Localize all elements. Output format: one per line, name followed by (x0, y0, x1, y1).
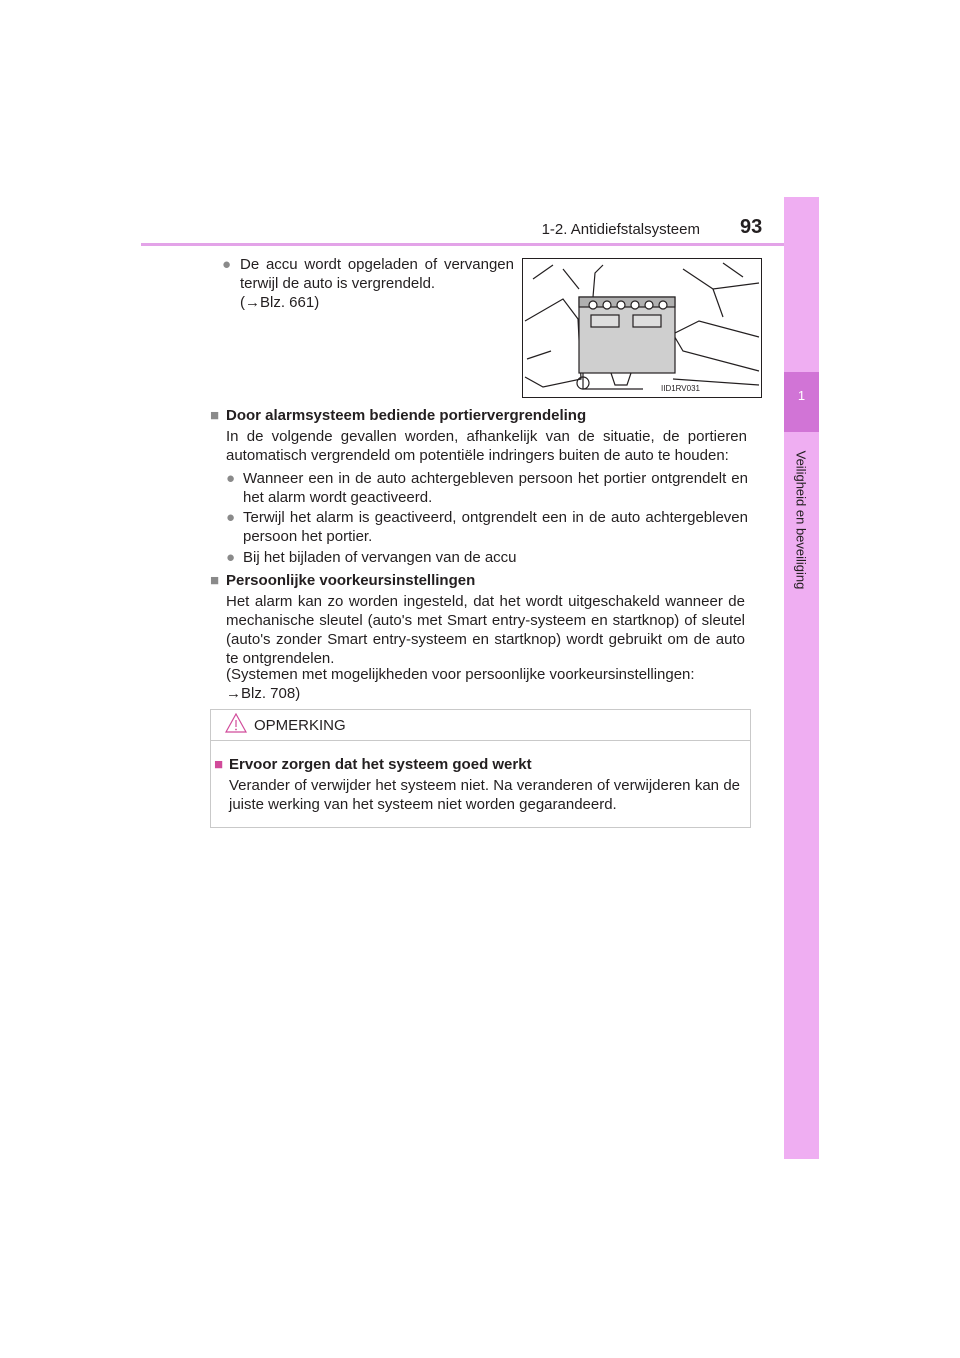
notice-heading: Ervoor zorgen dat het systeem goed werkt (229, 756, 532, 773)
header-rule (141, 243, 819, 246)
chapter-side-tab (784, 197, 819, 1159)
page-number: 93 (740, 216, 763, 238)
chapter-title: Veiligheid en beveiliging (793, 450, 809, 590)
top-bullet-ref: (→Blz. 661) (240, 294, 320, 311)
section-pref-heading: Persoonlijke voorkeursinstellingen (226, 572, 476, 589)
section-door-intro: In de volgende gevallen worden, afhankelijk van de situatie, de portieren automatisch vergrendeld om potentiële indringers buiten de auto te houden: (226, 428, 747, 464)
square-bullet-icon: ■ (214, 756, 224, 773)
square-bullet-icon: ■ (210, 572, 220, 589)
notice-title: OPMERKING (254, 717, 346, 734)
section-pref-note: (Systemen met mogelijkheden voor persoonlijke voorkeursinstellingen: (226, 666, 695, 683)
door-bullet-2: Terwijl het alarm is geactiveerd, ontgrendelt een in de auto achtergebleven persoon het portier. (243, 509, 748, 545)
battery-engine-bay-icon (523, 259, 761, 397)
section-pref-body: Het alarm kan zo worden ingesteld, dat het wordt uitgeschakeld wanneer de mechanische sleutel (auto's met Smart entry-systeem en startknop) of sleutel (auto's zonder Smart entry-systeem en startknop) wordt gebruikt om de auto te ontgrendelen. (226, 593, 745, 667)
bullet-dot-icon: ● (222, 256, 232, 273)
figure-label: IID1RV031 (661, 384, 700, 393)
warning-triangle-icon (225, 713, 247, 738)
square-bullet-icon: ■ (210, 407, 220, 424)
bullet-dot-icon: ● (226, 470, 236, 487)
top-bullet-line2: terwijl de auto is vergrendeld. (240, 275, 436, 292)
section-title: 1-2. Antidiefstalsysteem (541, 221, 700, 238)
battery-illustration (522, 258, 762, 398)
section-pref-ref: →Blz. 708) (226, 685, 301, 702)
door-bullet-1: Wanneer een in de auto achtergebleven persoon het portier ontgrendelt en het alarm wordt geactiveerd. (243, 470, 748, 506)
section-door-heading: Door alarmsysteem bediende portiervergrendeling (226, 407, 587, 424)
notice-divider (210, 740, 751, 741)
bullet-dot-icon: ● (226, 549, 236, 566)
bullet-dot-icon: ● (226, 509, 236, 526)
door-bullet-3: Bij het bijladen of vervangen van de accu (243, 549, 517, 566)
top-bullet-line1: De accu wordt opgeladen of vervangen (240, 256, 514, 273)
notice-body: Verander of verwijder het systeem niet. Na veranderen of verwijderen kan de juiste werking van het systeem niet worden gegarandeerd. (229, 777, 740, 813)
chapter-number: 1 (797, 388, 806, 403)
